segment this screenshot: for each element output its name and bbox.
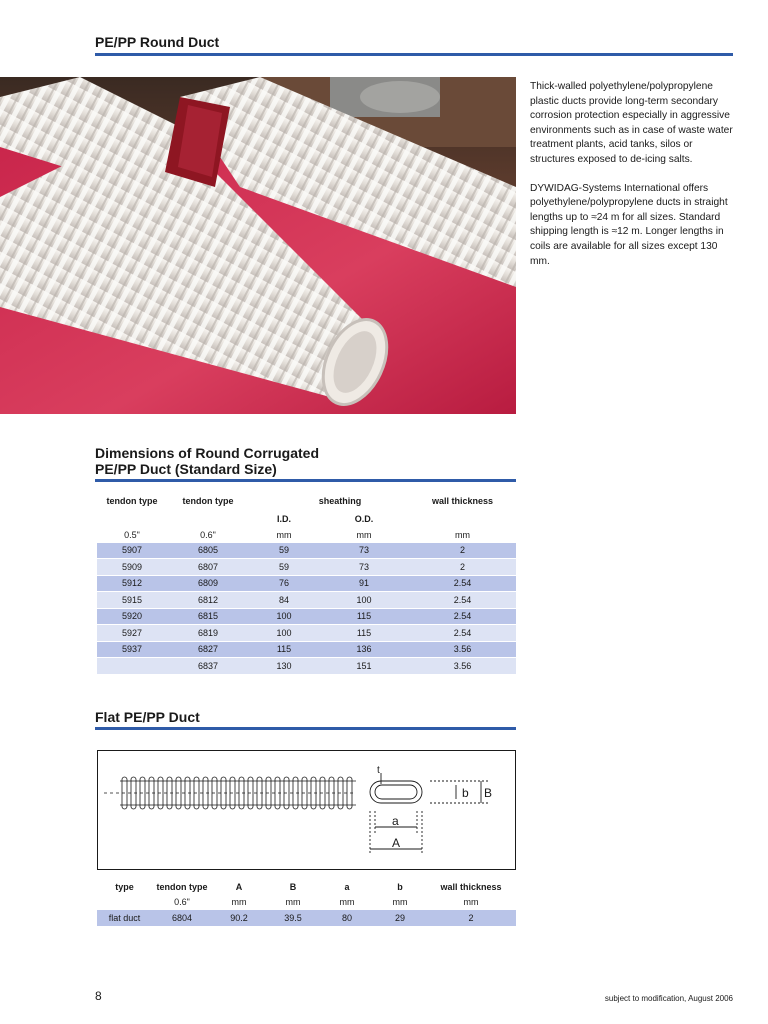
units-row: 0.5" 0.6" mm mm mm xyxy=(124,529,470,540)
flat-duct-rule xyxy=(95,727,516,730)
flat-col-type: type xyxy=(115,881,134,892)
table-row: 5907 6805 59 73 2 xyxy=(97,543,516,559)
flat-col-a: a xyxy=(344,881,350,892)
col-tendon-05: tendon type xyxy=(106,496,158,506)
col-tendon-06: tendon type xyxy=(182,496,234,506)
flat-duct-title: Flat PE/PP Duct xyxy=(95,709,200,725)
label-A: A xyxy=(392,836,401,850)
intro-text xyxy=(530,80,735,283)
flat-col-tendon: tendon type xyxy=(156,881,208,892)
label-B: B xyxy=(484,786,493,800)
col-sheathing: sheathing xyxy=(318,496,362,506)
col-id: I.D. xyxy=(276,514,291,525)
table-row: flat duct 6804 90.2 39.5 80 29 2 xyxy=(97,910,516,926)
flat-col-B: B xyxy=(289,881,297,892)
table-row: 5912 6809 76 91 2.54 xyxy=(97,575,516,592)
flat-col-A: A xyxy=(235,881,243,892)
table-row: 5927 6819 100 115 2.54 xyxy=(97,625,516,642)
intro-paragraph-1: Thick-walled polyethylene/polypropylene plastic ducts provide long-term secondary corrosion protection especially in aggressive environments such as in case of waste water treatment plants, acid tanks, silos or structures exposed to de-icing salts. xyxy=(530,81,733,165)
table-row: 5909 6807 59 73 2 xyxy=(97,559,516,576)
table-row: 5915 6812 84 100 2.54 xyxy=(97,592,516,609)
header-rule xyxy=(95,53,733,56)
round-table-title: Dimensions of Round Corrugated PE/PP Duct (Standard Size) xyxy=(95,445,319,477)
round-duct-table xyxy=(97,496,516,674)
table-row: 5937 6827 115 136 3.56 xyxy=(97,641,516,658)
duct-cross-section xyxy=(370,773,493,855)
flat-units-row: 0.6" mm mm mm mm mm xyxy=(174,897,479,908)
flat-duct-table xyxy=(97,879,516,926)
page-title: PE/PP Round Duct xyxy=(95,34,220,50)
duct-side-view xyxy=(104,777,356,809)
intro-paragraph-2: DYWIDAG-Systems International offers polyethylene/polypropylene ducts in straight lengths up to ≈24 m for all sizes. Standard shipping length is ≈12 m. Longer lengths in coils are available for all sizes except 130 mm. xyxy=(530,182,728,267)
col-wall-thickness: wall thickness xyxy=(431,496,494,506)
flat-col-b: b xyxy=(397,881,403,892)
label-t: t xyxy=(377,765,380,776)
table-row: 5920 6815 100 115 2.54 xyxy=(97,608,516,625)
round-table-rule xyxy=(95,479,516,482)
label-b: b xyxy=(462,786,469,800)
col-od: O.D. xyxy=(354,514,374,525)
label-a: a xyxy=(392,814,399,828)
flat-duct-drawing xyxy=(98,751,515,869)
flat-duct-diagram xyxy=(97,750,516,870)
table-row: 6837 130 151 3.56 xyxy=(97,658,516,674)
flat-col-wall: wall thickness xyxy=(440,881,502,892)
duct-photo xyxy=(0,77,516,414)
footer-note: subject to modification, August 2006 xyxy=(604,994,733,1003)
page-number: 8 xyxy=(95,989,102,1003)
